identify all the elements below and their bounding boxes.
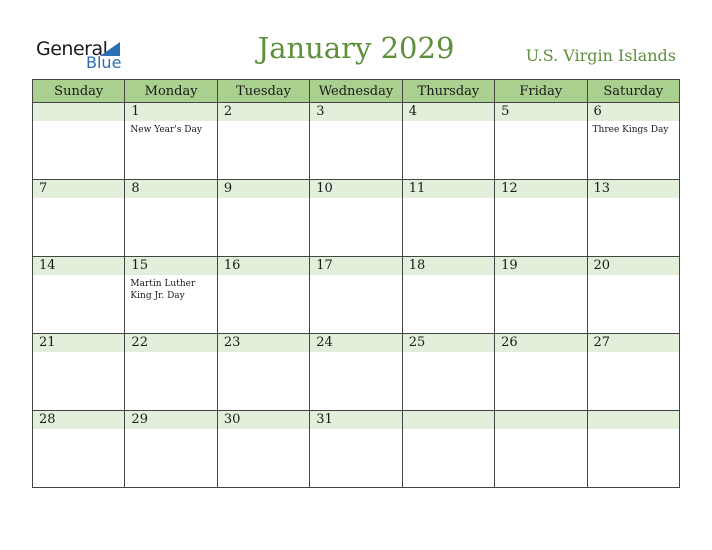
- day-cell: [125, 334, 217, 411]
- day-cell: [495, 411, 587, 488]
- week-row: [33, 411, 680, 488]
- day-number: 4: [408, 104, 417, 119]
- day-cell: [33, 103, 125, 180]
- day-cell: [310, 180, 402, 257]
- weekday-thursday: Thursday: [402, 80, 494, 103]
- week-row: [33, 257, 680, 334]
- day-cell: [402, 103, 494, 180]
- day-cell: [495, 180, 587, 257]
- day-number: 28: [39, 412, 56, 427]
- weekday-tuesday: Tuesday: [217, 80, 309, 103]
- day-cell: [402, 257, 494, 334]
- weekday-monday: Monday: [125, 80, 217, 103]
- region-label: U.S. Virgin Islands: [525, 46, 676, 65]
- day-number: 19: [501, 258, 518, 273]
- day-number-band: [495, 411, 586, 429]
- holiday-label: New Year's Day: [130, 125, 202, 135]
- day-number: 26: [501, 335, 518, 350]
- calendar-title: January 2029: [257, 31, 455, 65]
- day-number-band: [588, 411, 679, 429]
- day-cell: [217, 257, 309, 334]
- day-number: 11: [408, 181, 426, 196]
- day-number: 22: [131, 335, 148, 350]
- day-number: 25: [408, 335, 426, 350]
- weekday-friday: Friday: [495, 80, 587, 103]
- day-number: 6: [593, 104, 602, 119]
- week-row: [33, 180, 680, 257]
- day-cell: [217, 411, 309, 488]
- day-number: 23: [223, 335, 241, 350]
- day-cell: [33, 334, 125, 411]
- day-cell: [125, 257, 217, 334]
- weekday-saturday: Saturday: [587, 80, 679, 103]
- day-cell: [125, 103, 217, 180]
- day-number: 15: [131, 258, 148, 273]
- day-cell: [587, 334, 679, 411]
- weekday-header-row: [33, 80, 680, 103]
- day-number: 13: [593, 181, 611, 196]
- logo-word-general: General: [36, 38, 108, 60]
- day-cell: [402, 334, 494, 411]
- day-cell: [587, 180, 679, 257]
- day-number: 29: [131, 412, 148, 427]
- day-number: 17: [316, 258, 333, 273]
- day-number: 31: [316, 412, 333, 427]
- day-number: 21: [39, 335, 56, 350]
- holiday-label: Martin Luther King Jr. Day: [130, 279, 196, 301]
- weekday-sunday: Sunday: [33, 80, 125, 103]
- day-cell: [217, 180, 309, 257]
- day-cell: [495, 103, 587, 180]
- day-number: 8: [131, 181, 140, 196]
- day-number: 30: [223, 412, 241, 427]
- day-number: 10: [316, 181, 333, 196]
- day-cell: [402, 411, 494, 488]
- weekday-wednesday: Wednesday: [310, 80, 402, 103]
- day-number: 16: [223, 258, 241, 273]
- day-number: 12: [501, 181, 518, 196]
- day-cell: [587, 257, 679, 334]
- holiday-label: Three Kings Day: [592, 125, 669, 135]
- day-number: 14: [39, 258, 56, 273]
- day-number: 3: [316, 104, 325, 119]
- logo-word-blue: Blue: [86, 53, 122, 72]
- day-number: 24: [316, 335, 333, 350]
- day-cell: [587, 103, 679, 180]
- day-cell: [310, 334, 402, 411]
- day-number: 2: [223, 104, 233, 119]
- day-cell: [495, 334, 587, 411]
- day-cell: [33, 180, 125, 257]
- day-cell: [310, 103, 402, 180]
- day-cell: [402, 180, 494, 257]
- day-cell: [587, 411, 679, 488]
- day-cell: [310, 257, 402, 334]
- calendar-grid: [32, 79, 680, 488]
- day-number: 5: [501, 104, 510, 119]
- day-number: 20: [593, 258, 611, 273]
- day-cell: [495, 257, 587, 334]
- day-cell: [125, 411, 217, 488]
- day-cell: [217, 103, 309, 180]
- day-cell: [310, 411, 402, 488]
- day-number-band: [33, 103, 124, 121]
- day-number-band: [403, 411, 494, 429]
- day-cell: [33, 411, 125, 488]
- day-number: 1: [131, 104, 140, 119]
- day-cell: [125, 180, 217, 257]
- day-number: 7: [39, 181, 48, 196]
- day-cell: [33, 257, 125, 334]
- week-row: [33, 334, 680, 411]
- day-number: 18: [408, 258, 426, 273]
- day-cell: [217, 334, 309, 411]
- day-number: 27: [593, 335, 611, 350]
- week-row: [33, 103, 680, 180]
- day-number: 9: [223, 181, 233, 196]
